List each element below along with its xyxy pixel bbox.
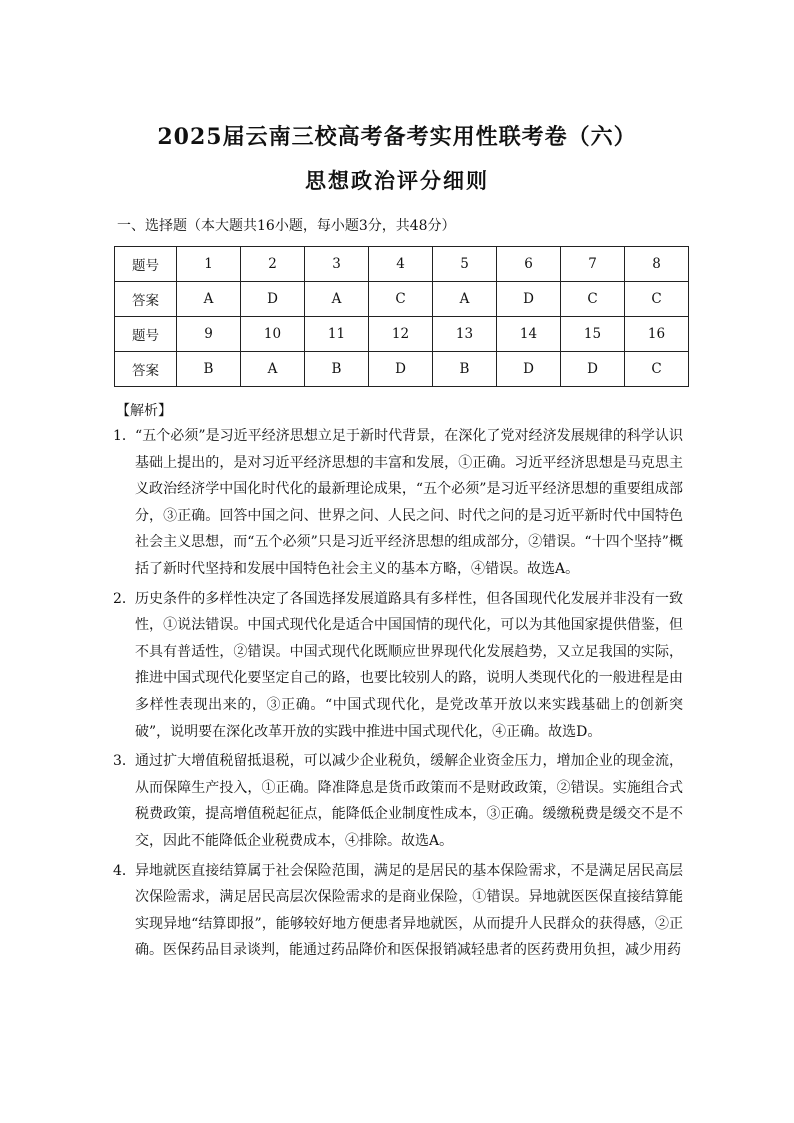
row-label: 题号 [115,317,177,352]
table-cell: 8 [625,247,689,282]
table-row [115,247,689,282]
table-cell: 13 [433,317,497,352]
table-cell: A [305,282,369,317]
table-cell: 10 [241,317,305,352]
table-row [115,282,689,317]
item-number: 2． [113,590,136,607]
table-cell: 4 [369,247,433,282]
item-text: 通过扩大增值税留抵退税，可以减少企业税负，缓解企业资金压力，增加企业的现金流，从而保障生产投入，①正确。降准降息是货币政策而不是财政政策，②错误。实施组合式税费政策，提高增值税起征点，能降低企业制度性成本，③正确。缓缴税费是缓交不是不交，因此不能降低企业税费成本，④排除。故选A。 [135,753,683,849]
answer-table [114,246,689,387]
table-cell: C [561,282,625,317]
table-cell: C [369,282,433,317]
table-cell: 3 [305,247,369,282]
table-cell: B [433,352,497,387]
table-cell: 16 [625,317,689,352]
row-label: 题号 [115,247,177,282]
table-cell: 12 [369,317,433,352]
analysis-item [113,586,683,746]
table-cell: B [305,352,369,387]
table-cell: 1 [177,247,241,282]
document-title: 2025届云南三校高考备考实用性联考卷（六） [157,124,637,150]
table-cell: B [177,352,241,387]
table-cell: A [177,282,241,317]
table-cell: 11 [305,317,369,352]
table-cell: D [497,352,561,387]
item-number: 1． [113,428,136,444]
row-label: 答案 [115,352,177,387]
table-cell: C [625,352,689,387]
analysis-item [113,748,683,854]
table-cell: D [369,352,433,387]
document-subtitle: 思想政治评分细则 [305,168,489,193]
table-cell: D [561,352,625,387]
section-heading: 一、选择题（本大题共16小题，每小题3分，共48分） [117,218,456,234]
item-number: 4． [113,862,136,879]
analysis-list [113,423,683,967]
table-row [115,317,689,352]
item-text: 异地就医直接结算属于社会保险范围，满足的是居民的基本保险需求，不是满足居民高层次保险需求，满足居民高层次保险需求的是商业保险，①错误。异地就医医保直接结算能实现异地“结算即报”，能够较好地方便患者异地就医，从而提升人民群众的获得感，②正确。医保药品目录谈判，能通过药品降价和医保报销减轻患者的医药费用负担，减少用药 [135,862,683,959]
analysis-heading: 【解析】 [116,403,172,419]
table-cell: 9 [177,317,241,352]
table-cell: C [625,282,689,317]
table-cell: D [497,282,561,317]
table-cell: A [241,352,305,387]
table-cell: 14 [497,317,561,352]
item-text: 历史条件的多样性决定了各国选择发展道路具有多样性，但各国现代化发展并非没有一致性，①说法错误。中国式现代化是适合中国国情的现代化，可以为其他国家提供借鉴，但不具有普适性，②错误。中国式现代化既顺应世界现代化发展趋势，又立足我国的实际，推进中国式现代化要坚定自己的路，也要比较别人的路，说明人类现代化的一般进程是由多样性表现出来的，③正确。“中国式现代化，是党改革开放以来实践基础上的创新突破”，说明要在深化改革开放的实践中推进中国式现代化，④正确。故选D。 [135,590,683,740]
analysis-item [113,858,683,964]
item-number: 3． [113,753,136,770]
row-label: 答案 [115,282,177,317]
table-cell: 5 [433,247,497,282]
item-text: “五个必须”是习近平经济思想立足于新时代背景，在深化了党对经济发展规律的科学认识基础上提出的，是对习近平经济思想的丰富和发展，①正确。习近平经济思想是马克思主义政治经济学中国化时代化的最新理论成果，“五个必须”是习近平经济思想的重要组成部分，③正确。回答中国之问、世界之问、人民之问、时代之问的是习近平新时代中国特色社会主义思想，而“五个必须”只是习近平经济思想的组成部分，②错误。“十四个坚持”概括了新时代坚持和发展中国特色社会主义的基本方略，④错误。故选A。 [135,428,683,577]
table-cell: 7 [561,247,625,282]
table-cell: 6 [497,247,561,282]
table-cell: 15 [561,317,625,352]
table-cell: 2 [241,247,305,282]
table-row [115,352,689,387]
analysis-item [113,423,683,583]
table-cell: A [433,282,497,317]
table-cell: D [241,282,305,317]
